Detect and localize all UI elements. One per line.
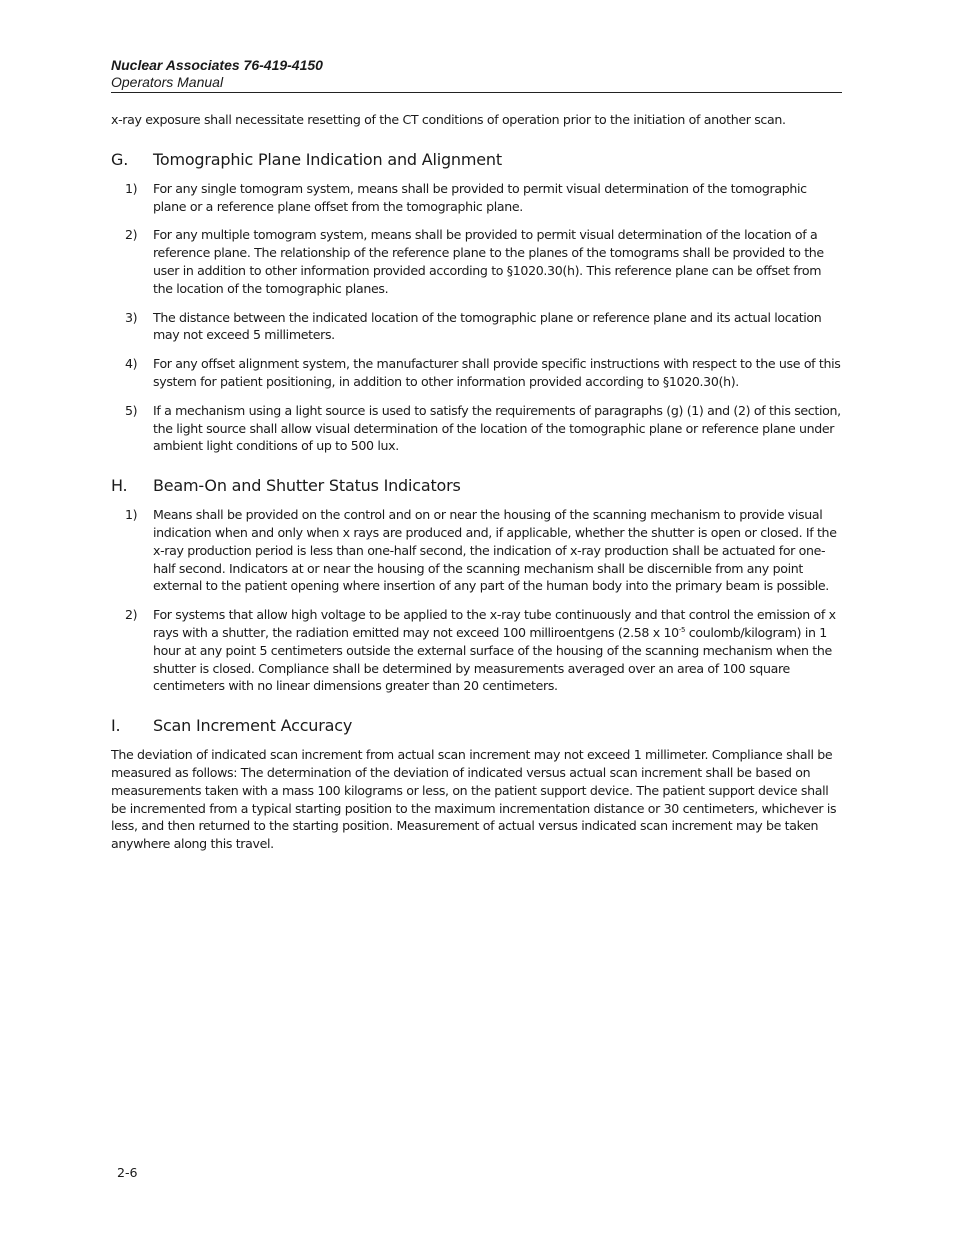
item-text-part: coulomb/kilogram) in 1 hour at any point 5 centimeters outside the external surface of the housing of the scanning mechanism when the shutter is closed. Compliance shall be determined by measurements averaged over an area of 100 square centimeters with no linear dimensions greater than 20 centimeters. [153,624,832,694]
item-number: 3) [125,309,138,325]
section-title: Beam-On and Shutter Status Indicators [153,476,461,496]
item-text: For any single tomogram system, means shall be provided to permit visual determination of the tomographic plane or a reference plane offset from the tomographic plane. [153,180,807,214]
section-title: Scan Increment Accuracy [153,716,353,736]
page-header [111,57,842,93]
item-text-part: For systems that allow high voltage to be applied to the x-ray tube continuously and that control the emission of x rays with a shutter, the radiation emitted may not exceed 100 milliroentgens (2.58 x 10 [153,607,836,640]
list-item [111,506,842,595]
superscript-exponent: -5 [678,625,686,634]
section-letter: G. [111,149,129,169]
item-text: If a mechanism using a light source is used to satisfy the requirements of paragraphs (g) (1) and (2) of this section, the light source shall allow visual determination of the location of the tomographic plane or reference plane under ambient light conditions of up to 500 lux. [153,402,841,454]
item-number: 4) [125,356,138,372]
list-item [111,402,842,455]
item-text: For any multiple tomogram system, means shall be provided to permit visual determination of the location of a reference plane. The relationship of the reference plane to the planes of the tomograms shall be provided to the user in addition to other information provided according to §1020.30(h). This reference plane can be offset from the location of the tomographic planes. [153,227,824,296]
item-number: 2) [125,227,138,243]
section-letter: I. [111,716,121,736]
item-number: 1) [125,180,138,196]
section-heading-i [111,716,842,736]
item-number: 2) [125,607,138,623]
item-text [153,606,842,695]
page-content [111,111,842,853]
section-letter: H. [111,476,128,496]
section-body: The deviation of indicated scan increment from actual scan increment may not exceed 1 millimeter. Compliance shall be measured as follows: The determination of the deviation of indicated versus actual scan increment shall be based on measurements taken with a mass 100 kilograms or less, on the patient support device. The patient support device shall be incremented from a typical starting position to the maximum incrementation distance or 30 centimeters, whichever is less, and then returned to the starting position. Measurement of actual versus indicated scan increment may be taken anywhere along this travel. [111,747,837,852]
list-item [111,355,842,391]
section-title: Tomographic Plane Indication and Alignment [153,149,502,169]
section-heading-h [111,476,842,496]
document-title: Nuclear Associates 76-419-4150 [111,57,323,73]
list-item [111,226,842,297]
list-item [111,180,842,216]
document-subtitle: Operators Manual [111,74,224,90]
list-item [111,309,842,345]
item-text: The distance between the indicated location of the tomographic plane or reference plane and its actual location may not exceed 5 millimeters. [153,309,822,343]
item-number: 1) [125,507,138,523]
section-heading-g [111,150,842,170]
continuation-paragraph: x-ray exposure shall necessitate resetting of the CT conditions of operation prior to the initiation of another scan. [111,112,786,127]
item-text: For any offset alignment system, the manufacturer shall provide specific instructions with respect to the use of this system for patient positioning, in addition to other information provided according to §1020.30(h). [153,356,841,389]
item-text: Means shall be provided on the control and on or near the housing of the scanning mechanism to provide visual indication when and only when x rays are produced and, if applicable, whether the shutter is open or closed. If the x-ray production period is less than one-half second, the indication of x-ray production shall be actuated for one-half second. Indicators at or near the housing of the scanning mechanism shall be discernible from any point external to the patient opening where insertion of any part of the human body into the primary beam is possible. [153,507,837,594]
item-number: 5) [125,402,138,418]
list-item [111,606,842,695]
page-number: 2-6 [117,1165,138,1180]
